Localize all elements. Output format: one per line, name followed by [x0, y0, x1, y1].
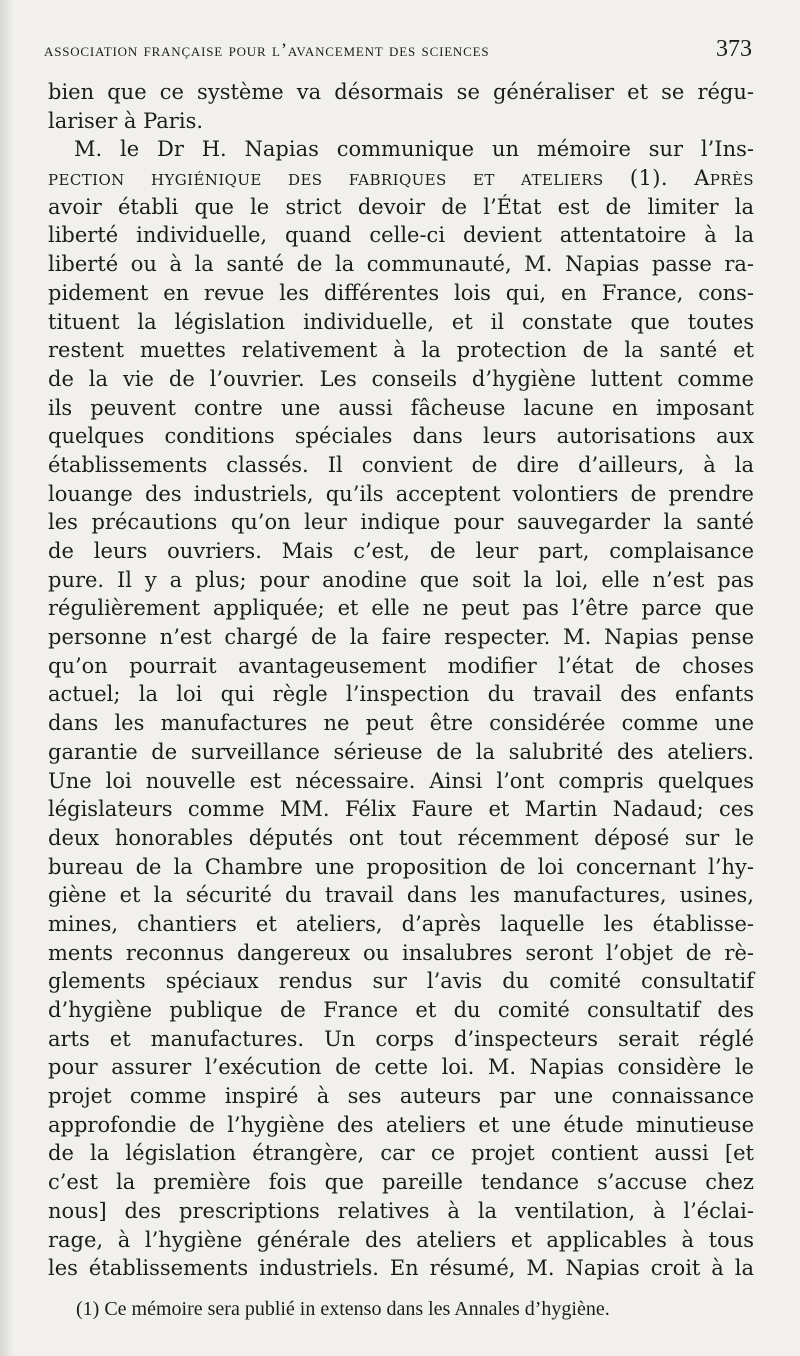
text-line: liberté individuelle, quand celle-ci devient attentatoire à la	[48, 223, 754, 248]
text-line: établissements classés. Il convient de dire d’ailleurs, à la	[48, 452, 754, 477]
text-line: pure. Il y a plus; pour anodine que soit la loi, elle n’est pas	[48, 567, 754, 592]
text-line: les précautions qu’on leur indique pour sauvegarder la santé	[48, 510, 754, 535]
text-line: rage, à l’hygiène générale des ateliers et applicables à tous	[48, 1227, 754, 1252]
text-line: personne n’est chargé de la faire respecter. M. Napias pense	[48, 625, 754, 650]
page-number: 373	[716, 36, 752, 62]
text-line: mines, chantiers et ateliers, d’après laquelle les établisse-	[48, 911, 754, 936]
text-line: c’est la première fois que pareille tendance s’accuse chez	[48, 1170, 754, 1195]
text-line: quelques conditions spéciales dans leurs autorisations aux	[48, 424, 754, 449]
text-line: arts et manufactures. Un corps d’inspecteurs serait réglé	[48, 1026, 754, 1051]
text-line: glements spéciaux rendus sur l’avis du comité consultatif	[48, 969, 754, 994]
text-line: législateurs comme MM. Félix Faure et Martin Nadaud; ces	[48, 797, 754, 822]
text-line: d’hygiène publique de France et du comité consultatif des	[48, 998, 754, 1022]
text-line: lariser à Paris.	[48, 108, 204, 133]
footnote: (1) Ce mémoire sera publié in extenso dans les Annales d’hygiène.	[76, 1298, 610, 1320]
text-line: de leurs ouvriers. Mais c’est, de leur part, complaisance	[48, 539, 754, 563]
text-line: tituent la législation individuelle, et il constate que toutes	[48, 309, 754, 334]
text-line: ments reconnus dangereux ou insalubres seront l’objet de rè-	[48, 940, 754, 965]
text-line: giène et la sécurité du travail dans les manufactures, usines,	[48, 883, 754, 908]
text-line: pidement en revue les différentes lois qui, en France, cons-	[48, 280, 754, 305]
text-line: garantie de surveillance sérieuse de la salubrité des ateliers.	[48, 739, 754, 764]
text-line: nous] des prescriptions relatives à la ventilation, à l’éclai-	[48, 1198, 754, 1223]
text-line: approfondie de l’hygiène des ateliers et une étude minutieuse	[48, 1112, 754, 1137]
text-line: les établissements industriels. En résumé, M. Napias croit à la	[48, 1256, 754, 1281]
page-header	[44, 36, 754, 70]
text-line: M. le Dr H. Napias communique un mémoire sur l’Ins-	[74, 137, 754, 162]
text-line: Une loi nouvelle est nécessaire. Ainsi l’ont compris quelques	[48, 768, 754, 793]
text-line: actuel; la loi qui règle l’inspection du travail des enfants	[48, 682, 754, 707]
text-line: bureau de la Chambre une proposition de loi concernant l’hy-	[48, 854, 754, 879]
text-line: de la législation étrangère, car ce projet contient aussi [et	[48, 1141, 754, 1166]
text-line: pection hygiénique des fabriques et ateliers (1). Après	[48, 166, 754, 191]
text-line: de la vie de l’ouvrier. Les conseils d’hygiène luttent comme	[48, 366, 754, 391]
body-text	[48, 78, 754, 1283]
text-line: louange des industriels, qu’ils acceptent volontiers de prendre	[48, 481, 754, 506]
text-line: ils peuvent contre une aussi fâcheuse lacune en imposant	[48, 395, 754, 420]
text-line: régulièrement appliquée; et elle ne peut pas l’être parce que	[48, 596, 754, 621]
running-head: association française pour l’avancement des sciences	[44, 40, 490, 61]
text-line: liberté ou à la santé de la communauté, M. Napias passe ra-	[48, 252, 754, 277]
text-line: deux honorables députés ont tout récemment déposé sur le	[48, 825, 754, 850]
text-line: restent muettes relativement à la protection de la santé et	[48, 338, 754, 363]
text-line: pour assurer l’exécution de cette loi. M. Napias considère le	[48, 1055, 754, 1080]
text-line: dans les manufactures ne peut être considérée comme une	[48, 711, 754, 736]
text-line: bien que ce système va désormais se généraliser et se régu-	[48, 80, 754, 104]
text-line: avoir établi que le strict devoir de l’État est de limiter la	[48, 194, 754, 219]
text-line: qu’on pourrait avantageusement modifier l’état de choses	[48, 653, 754, 678]
text-line: projet comme inspiré à ses auteurs par une connaissance	[48, 1084, 754, 1109]
